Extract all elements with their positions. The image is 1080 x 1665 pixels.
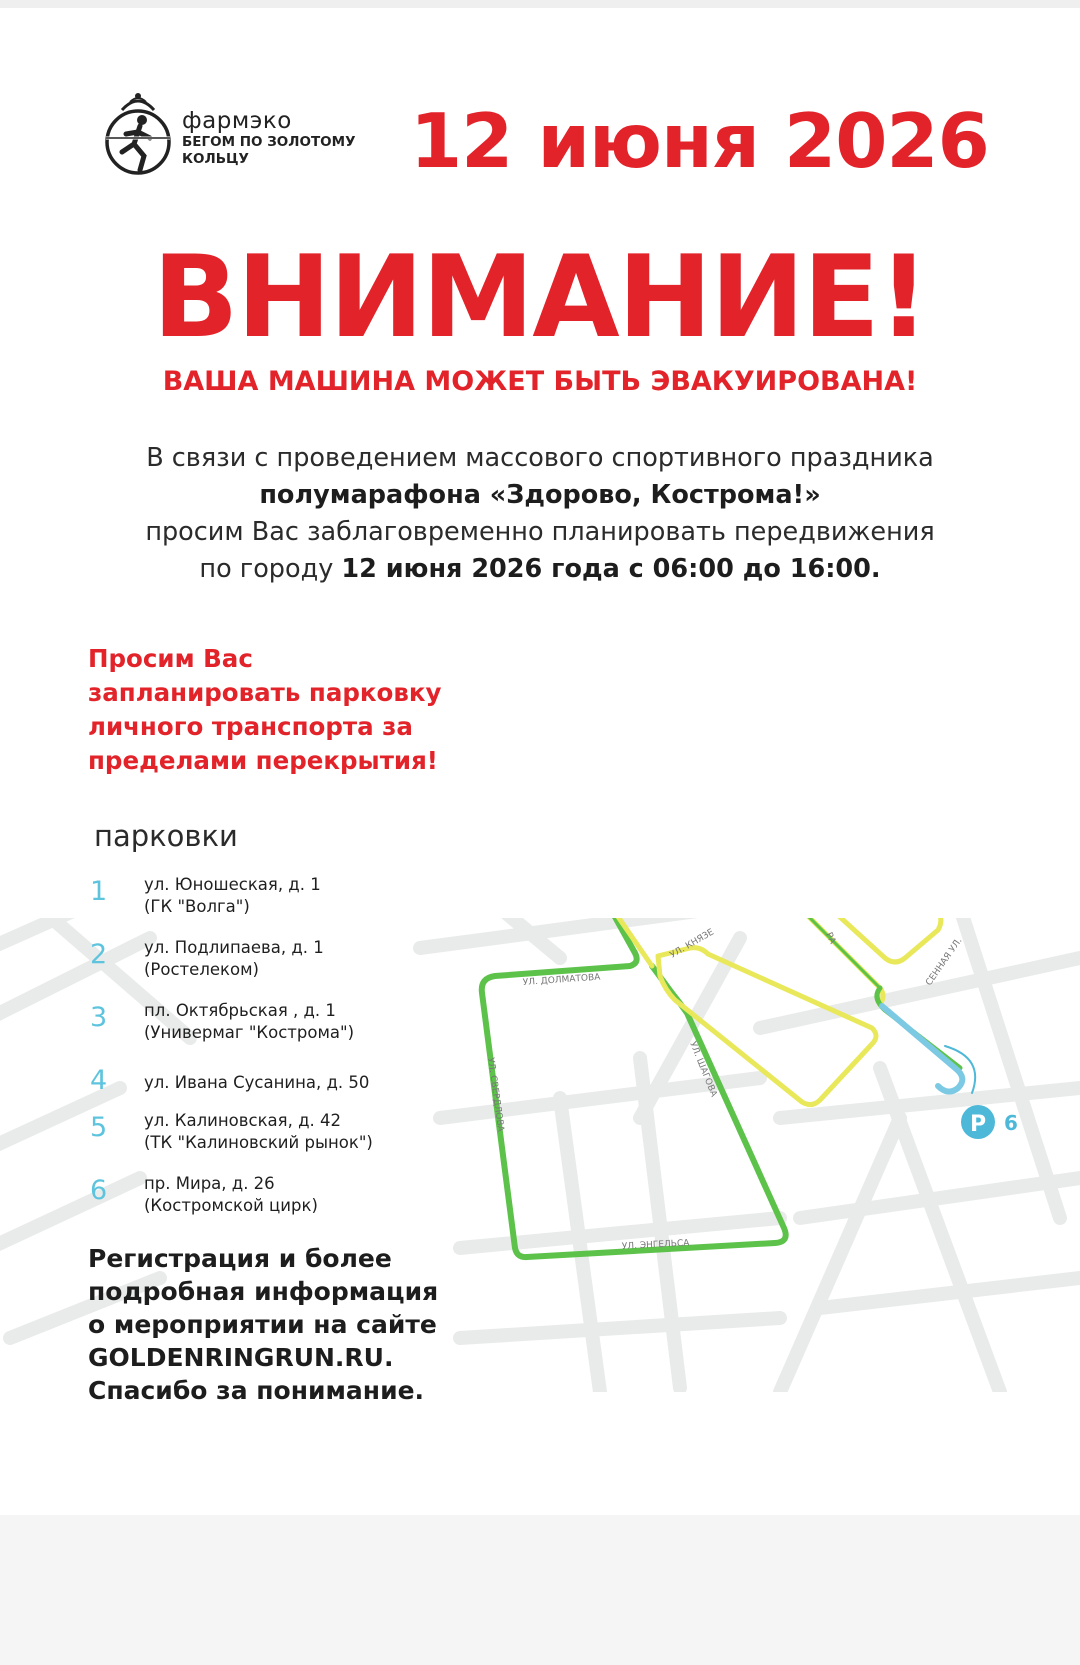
logo-name: фармэко	[182, 108, 292, 134]
parking-place: (Универмаг "Кострома")	[144, 1023, 355, 1042]
parking-number: 5	[90, 1112, 108, 1143]
footer-line-1: Регистрация и более	[88, 1244, 392, 1273]
event-date: 12 июня 2026	[410, 97, 989, 185]
footer-line-3: о мероприятии на сайте	[88, 1310, 437, 1339]
parking-number: 4	[90, 1065, 108, 1096]
street-label-engelsa: УЛ. ЭНГЕЛЬСА	[621, 1238, 690, 1252]
info-line-1: В связи с проведением массового спортивного праздника	[146, 443, 934, 473]
parking-address: пр. Мира, д. 26	[144, 1174, 275, 1193]
street-label-shagova: УЛ. ШАГОВА	[687, 1040, 719, 1099]
request-line-3: личного транспорта за	[88, 712, 413, 741]
attention-title: ВНИМАНИЕ!	[152, 231, 928, 363]
footer-info	[88, 1242, 508, 1407]
info-event-name: полумарафона «Здорово, Кострома!»	[259, 480, 821, 510]
footer-website: GOLDENRINGRUN.RU.	[88, 1343, 394, 1372]
parking-number: 3	[90, 1002, 108, 1033]
request-line-2: запланировать парковку	[88, 678, 442, 707]
bottom-margin	[0, 1515, 1080, 1665]
street-label-dolmatova: УЛ. ДОЛМАТОВА	[522, 972, 601, 988]
evacuation-warning: ВАША МАШИНА МОЖЕТ БЫТЬ ЭВАКУИРОВАНА!	[162, 366, 918, 397]
logo-subtitle-2: КОЛЬЦУ	[182, 151, 249, 167]
street-label-knyaz: УЛ. КНЯЗЕ	[668, 927, 716, 961]
parking-address: ул. Подлипаева, д. 1	[144, 938, 324, 957]
parking-item	[90, 1106, 510, 1162]
parking-list-title: парковки	[94, 819, 238, 853]
parking-place: (Костромской цирк)	[144, 1196, 318, 1215]
parking-place: (ТК "Калиновский рынок")	[144, 1133, 373, 1152]
parking-request	[88, 642, 548, 778]
footer-thanks: Спасибо за понимание.	[88, 1376, 425, 1405]
parking-number: 1	[90, 876, 108, 907]
parking-marker-number: 6	[1004, 1111, 1018, 1135]
parking-address: ул. Ивана Сусанина, д. 50	[144, 1073, 370, 1092]
parking-marker-letter: P	[969, 1112, 987, 1137]
street-label-sennaya: СЕННАЯ УЛ.	[924, 936, 965, 988]
logo-subtitle-1: БЕГОМ ПО ЗОЛОТОМУ	[182, 134, 356, 150]
parking-place: (ГК "Волга")	[144, 897, 250, 916]
parking-marker-6	[961, 1105, 1018, 1139]
street-label-sverdlova: УЛ. СВЕРДЛОВА	[485, 1057, 506, 1133]
info-date-time: 12 июня 2026 года с 06:00 до 16:00.	[341, 554, 881, 584]
info-line-4-prefix: по городу	[199, 554, 342, 584]
parking-item	[90, 933, 510, 989]
info-text	[40, 440, 1040, 588]
parking-address: ул. Юношеская, д. 1	[144, 875, 321, 894]
footer-line-2: подробная информация	[88, 1277, 439, 1306]
top-strip	[0, 0, 1080, 8]
parking-item	[90, 870, 510, 926]
parking-place: (Ростелеком)	[144, 960, 259, 979]
runner-emblem-icon	[100, 88, 176, 178]
street-label-mira: РА	[823, 931, 838, 946]
info-line-3: просим Вас заблаговременно планировать передвижения	[145, 517, 935, 547]
request-line-4: пределами перекрытия!	[88, 746, 438, 775]
parking-item	[90, 1169, 510, 1225]
logo	[100, 88, 360, 178]
request-line-1: Просим Вас	[88, 644, 253, 673]
parking-address: ул. Калиновская, д. 42	[144, 1111, 341, 1130]
parking-number: 2	[90, 939, 108, 970]
parking-number: 6	[90, 1175, 108, 1206]
parking-address: пл. Октябрьская , д. 1	[144, 1001, 336, 1020]
parking-item	[90, 996, 510, 1052]
